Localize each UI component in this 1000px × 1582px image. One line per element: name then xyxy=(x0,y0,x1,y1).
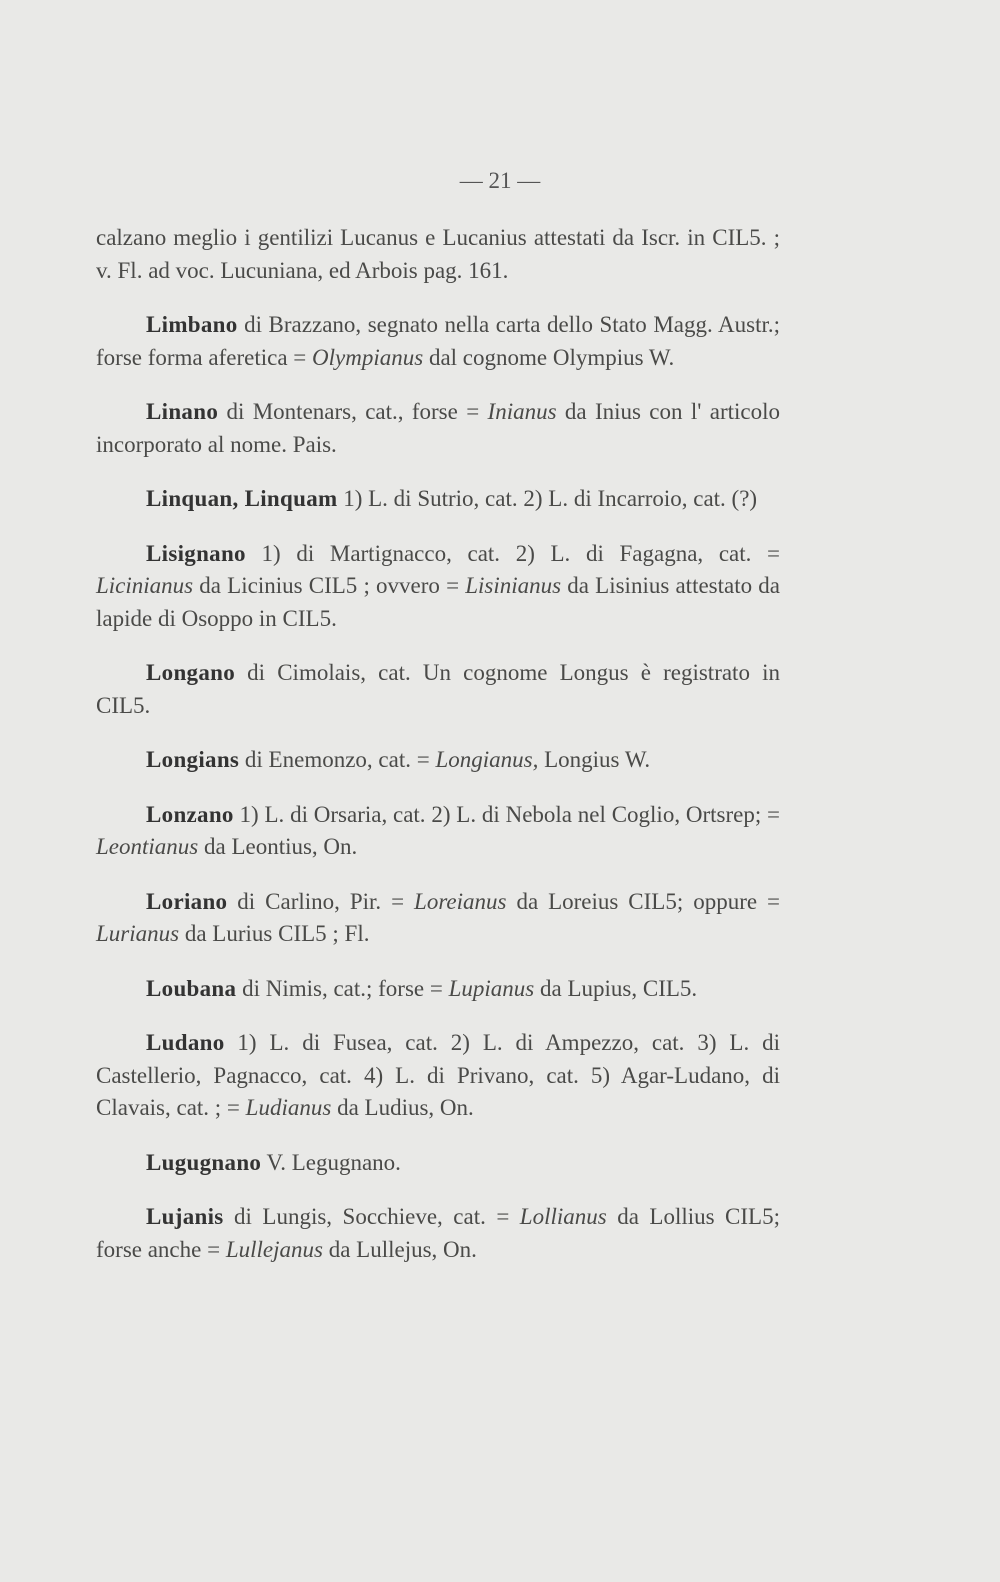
entry-headword: Longians xyxy=(146,747,240,772)
entry-text: V. Legugnano. xyxy=(261,1149,401,1175)
entry-text: da Inius con l' articolo incorporato al nome. Pais. xyxy=(96,399,781,457)
entry-headword: Loubana xyxy=(146,975,237,1001)
entry-paragraph xyxy=(96,309,780,374)
entry-headword: Longano xyxy=(146,660,236,685)
entry-text: da Loreius CIL5; oppure = xyxy=(506,888,780,914)
latin-form: Lollianus xyxy=(519,1204,607,1229)
latin-form: Lurianus xyxy=(96,921,180,946)
entry-text: di Cimolais, cat. Un cognome Longus è registrato in CIL5. xyxy=(96,660,780,718)
page-text xyxy=(96,222,780,1288)
entry-paragraph xyxy=(96,538,780,636)
entry-text: da Lisinius attestato da lapide di Osoppo in CIL5. xyxy=(96,573,780,631)
entry-paragraph xyxy=(96,1027,780,1125)
entry-headword: Lonzano xyxy=(146,801,234,827)
entry-text: da Leontius, On. xyxy=(198,834,358,859)
latin-form: Loreianus xyxy=(414,888,507,914)
entry-headword: Lugugnano xyxy=(146,1149,262,1175)
entry-headword: Loriano xyxy=(146,888,228,914)
entry-headword: Linano xyxy=(146,399,219,424)
entry-headword: Limbano xyxy=(146,312,238,337)
entry-paragraph xyxy=(96,1147,780,1180)
latin-form: Ludianus xyxy=(245,1095,332,1120)
entry-text: di Lungis, Socchieve, cat. = xyxy=(223,1204,520,1229)
latin-form: Longianus, xyxy=(435,747,539,772)
page-number: — 21 — xyxy=(459,168,541,193)
latin-form: Licinianus xyxy=(96,573,194,598)
entry-headword: Lisignano xyxy=(146,540,246,566)
entry-text: da Lurius CIL5 ; Fl. xyxy=(179,921,370,946)
entry-text: 1) L. di Orsaria, cat. 2) L. di Nebola nel Coglio, Ortsrep; = xyxy=(233,801,780,827)
entry-text: di Carlino, Pir. = xyxy=(227,888,415,914)
entry-text: Longius W. xyxy=(538,747,651,772)
entry-headword: Linquan, Linquam xyxy=(146,486,338,511)
entry-headword: Lujanis xyxy=(146,1204,224,1229)
latin-form: Olympianus xyxy=(312,344,424,370)
entry-text: da Licinius CIL5 ; ovvero = xyxy=(193,573,466,598)
entry-paragraph xyxy=(96,886,780,951)
entry-paragraph xyxy=(96,744,780,777)
entry-text: di Nimis, cat.; forse = xyxy=(236,975,449,1001)
entry-paragraph xyxy=(96,483,780,516)
latin-form: Inianus xyxy=(487,399,557,424)
entry-paragraph xyxy=(96,657,780,722)
latin-form: Lullejanus xyxy=(225,1236,323,1262)
entry-text: 1) di Martignacco, cat. 2) L. di Fagagna, cat. = xyxy=(245,540,780,566)
entry-paragraph xyxy=(96,1201,780,1266)
entry-text: da Lullejus, On. xyxy=(322,1236,477,1262)
entry-text: 1) L. di Fusea, cat. 2) L. di Ampezzo, cat. 3) L. di Castellerio, Pagnacco, cat. 4) L. di Privano, cat. 5) Agar-Ludano, di Clavais, cat. ; = xyxy=(96,1030,780,1120)
entry-paragraph xyxy=(96,799,780,864)
entry-text: 1) L. di Sutrio, cat. 2) L. di Incarroio, cat. (?) xyxy=(337,486,758,511)
entry-text: da Lollius CIL5; forse anche = xyxy=(96,1204,781,1262)
entry-text: di Montenars, cat., forse = xyxy=(218,399,488,424)
entry-text: da Lupius, CIL5. xyxy=(534,975,698,1001)
latin-form: Leontianus xyxy=(96,834,199,859)
latin-form: Lupianus xyxy=(448,975,535,1001)
entry-headword: Ludano xyxy=(146,1030,225,1055)
entry-text: di Brazzano, segnato nella carta dello Stato Magg. Austr.; forse forma aferetica = xyxy=(96,312,780,370)
entry-paragraph xyxy=(96,973,780,1006)
intro-paragraph: calzano meglio i gentilizi Lucanus e Lucanius attestati da Iscr. in CIL5. ; v. Fl. ad voc. Lucuniana, ed Arbois pag. 161. xyxy=(96,225,780,283)
entry-paragraph xyxy=(96,396,780,461)
entry-text: da Ludius, On. xyxy=(331,1095,474,1120)
entry-text: dal cognome Olympius W. xyxy=(423,344,675,370)
entry-text: di Enemonzo, cat. = xyxy=(239,747,436,772)
latin-form: Lisinianus xyxy=(465,573,562,598)
